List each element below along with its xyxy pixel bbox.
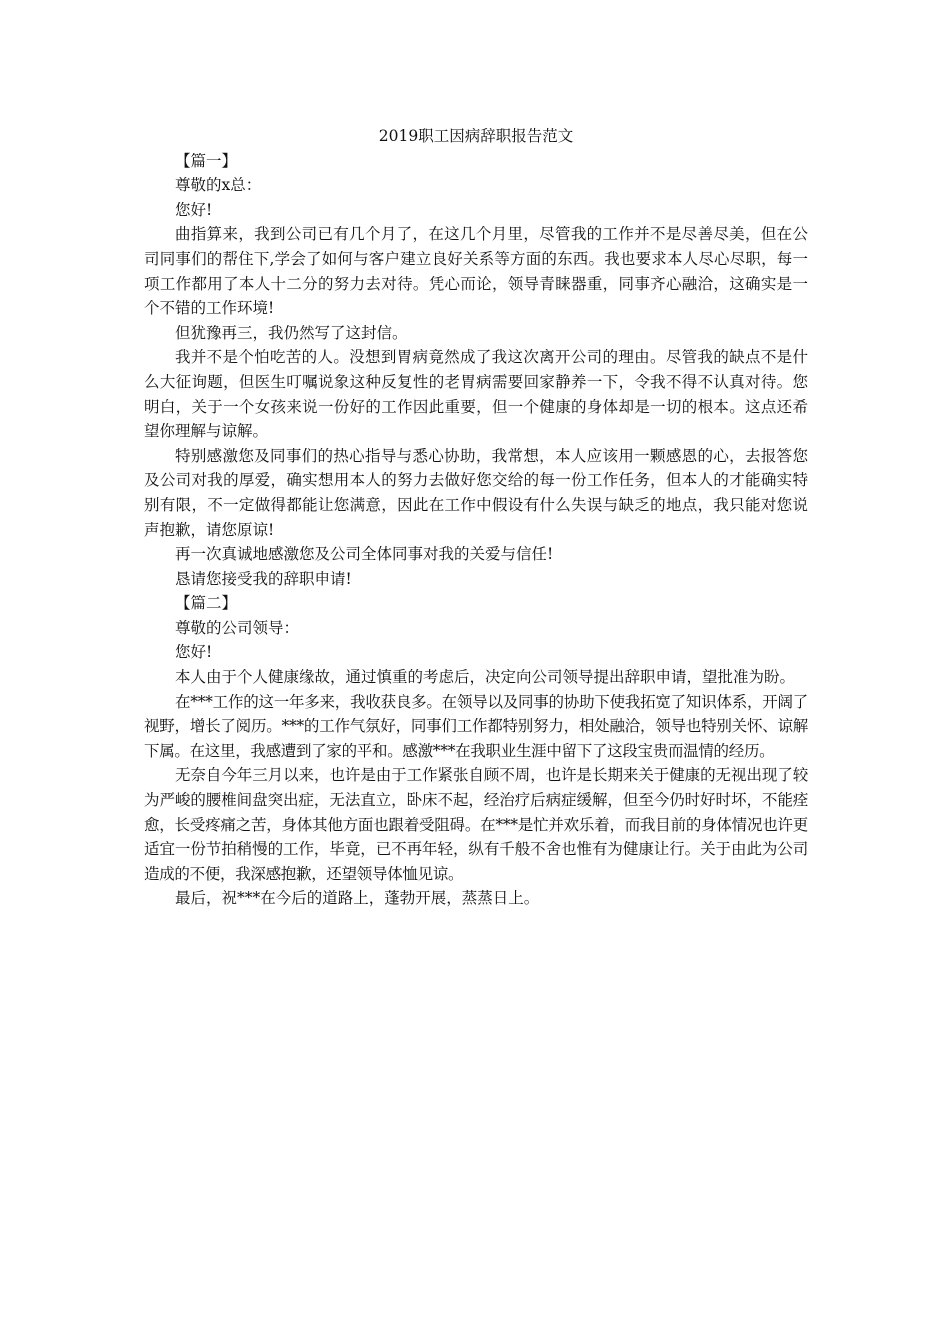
body-paragraph: 特别感激您及同事们的热心指导与悉心协助，我常想，本人应该用一颗感恩的心，去报答您及公司对我的厚爱，确实想用本人的努力去做好您交给的每一份工作任务，但本人的才能确实特别有限，不一定做得都能让您满意，因此在工作中假设有什么失误与缺乏的地点，我只能对您说声抱歉，请您原谅!: [144, 446, 808, 539]
body-paragraph: 本人由于个人健康缘故，通过慎重的考虑后，决定向公司领导提出辞职申请，望批准为盼。: [175, 668, 796, 687]
body-paragraph: 曲指算来，我到公司已有几个月了，在这几个月里，尽管我的工作并不是尽善尽美，但在公司同事们的帮住下,学会了如何与客户建立良好关系等方面的东西。我也要求本人尽心尽职，每一项工作都用了本人十二分的努力去对待。凭心而论，领导青睐器重，同事齐心融洽，这确实是一个不错的工作环境!: [144, 225, 808, 318]
body-paragraph: 恳请您接受我的辞职申请!: [175, 569, 352, 588]
greeting-2: 您好!: [175, 643, 213, 662]
section-heading-1: 【篇一】: [175, 151, 238, 170]
greeting-1: 您好!: [175, 200, 213, 219]
document-body: [144, 124, 808, 911]
closing-paragraph: 最后，祝***在今后的道路上，蓬勃开展，蒸蒸日上。: [175, 889, 540, 908]
salutation-2: 尊敬的公司领导：: [175, 618, 300, 637]
section-heading-2: 【篇二】: [175, 594, 238, 613]
body-paragraph: 但犹豫再三，我仍然写了这封信。: [175, 323, 408, 342]
body-paragraph: 我并不是个怕吃苦的人。没想到胃病竟然成了我这次离开公司的理由。尽管我的缺点不是什么大征询题，但医生叮嘱说象这种反复性的老胃病需要回家静养一下，令我不得不认真对待。您明白，关于一个女孩来说一份好的工作因此重要，但一个健康的身体却是一切的根本。这点还希望你理解与谅解。: [144, 348, 808, 441]
document-title: 2019职工因病辞职报告范文: [378, 127, 574, 145]
body-paragraph: 再一次真诚地感激您及公司全体同事对我的关爱与信任!: [175, 545, 554, 564]
body-paragraph: 在***工作的这一年多来，我收获良多。在领导以及同事的协助下使我拓宽了知识体系，开阔了视野，增长了阅历。***的工作气氛好，同事们工作都特别努力，相处融洽，领导也特别关怀、谅解下属。在这里，我感遭到了家的平和。感激***在我职业生涯中留下了这段宝贵而温情的经历。: [144, 692, 808, 760]
body-paragraph: 无奈自今年三月以来，也许是由于工作紧张自顾不周，也许是长期来关于健康的无视出现了较为严峻的腰椎间盘突出症，无法直立，卧床不起，经治疗后病症缓解，但至今仍时好时坏，不能痊愈，长受疼痛之苦，身体其他方面也跟着受阻碍。在***是忙并欢乐着，而我目前的身体情况也许更适宜一份节拍稍慢的工作，毕竟，已不再年轻，纵有千般不舍也惟有为健康让行。关于由此为公司造成的不便，我深感抱歉，还望领导体恤见谅。: [144, 766, 808, 883]
salutation-1: 尊敬的x总：: [175, 176, 262, 195]
